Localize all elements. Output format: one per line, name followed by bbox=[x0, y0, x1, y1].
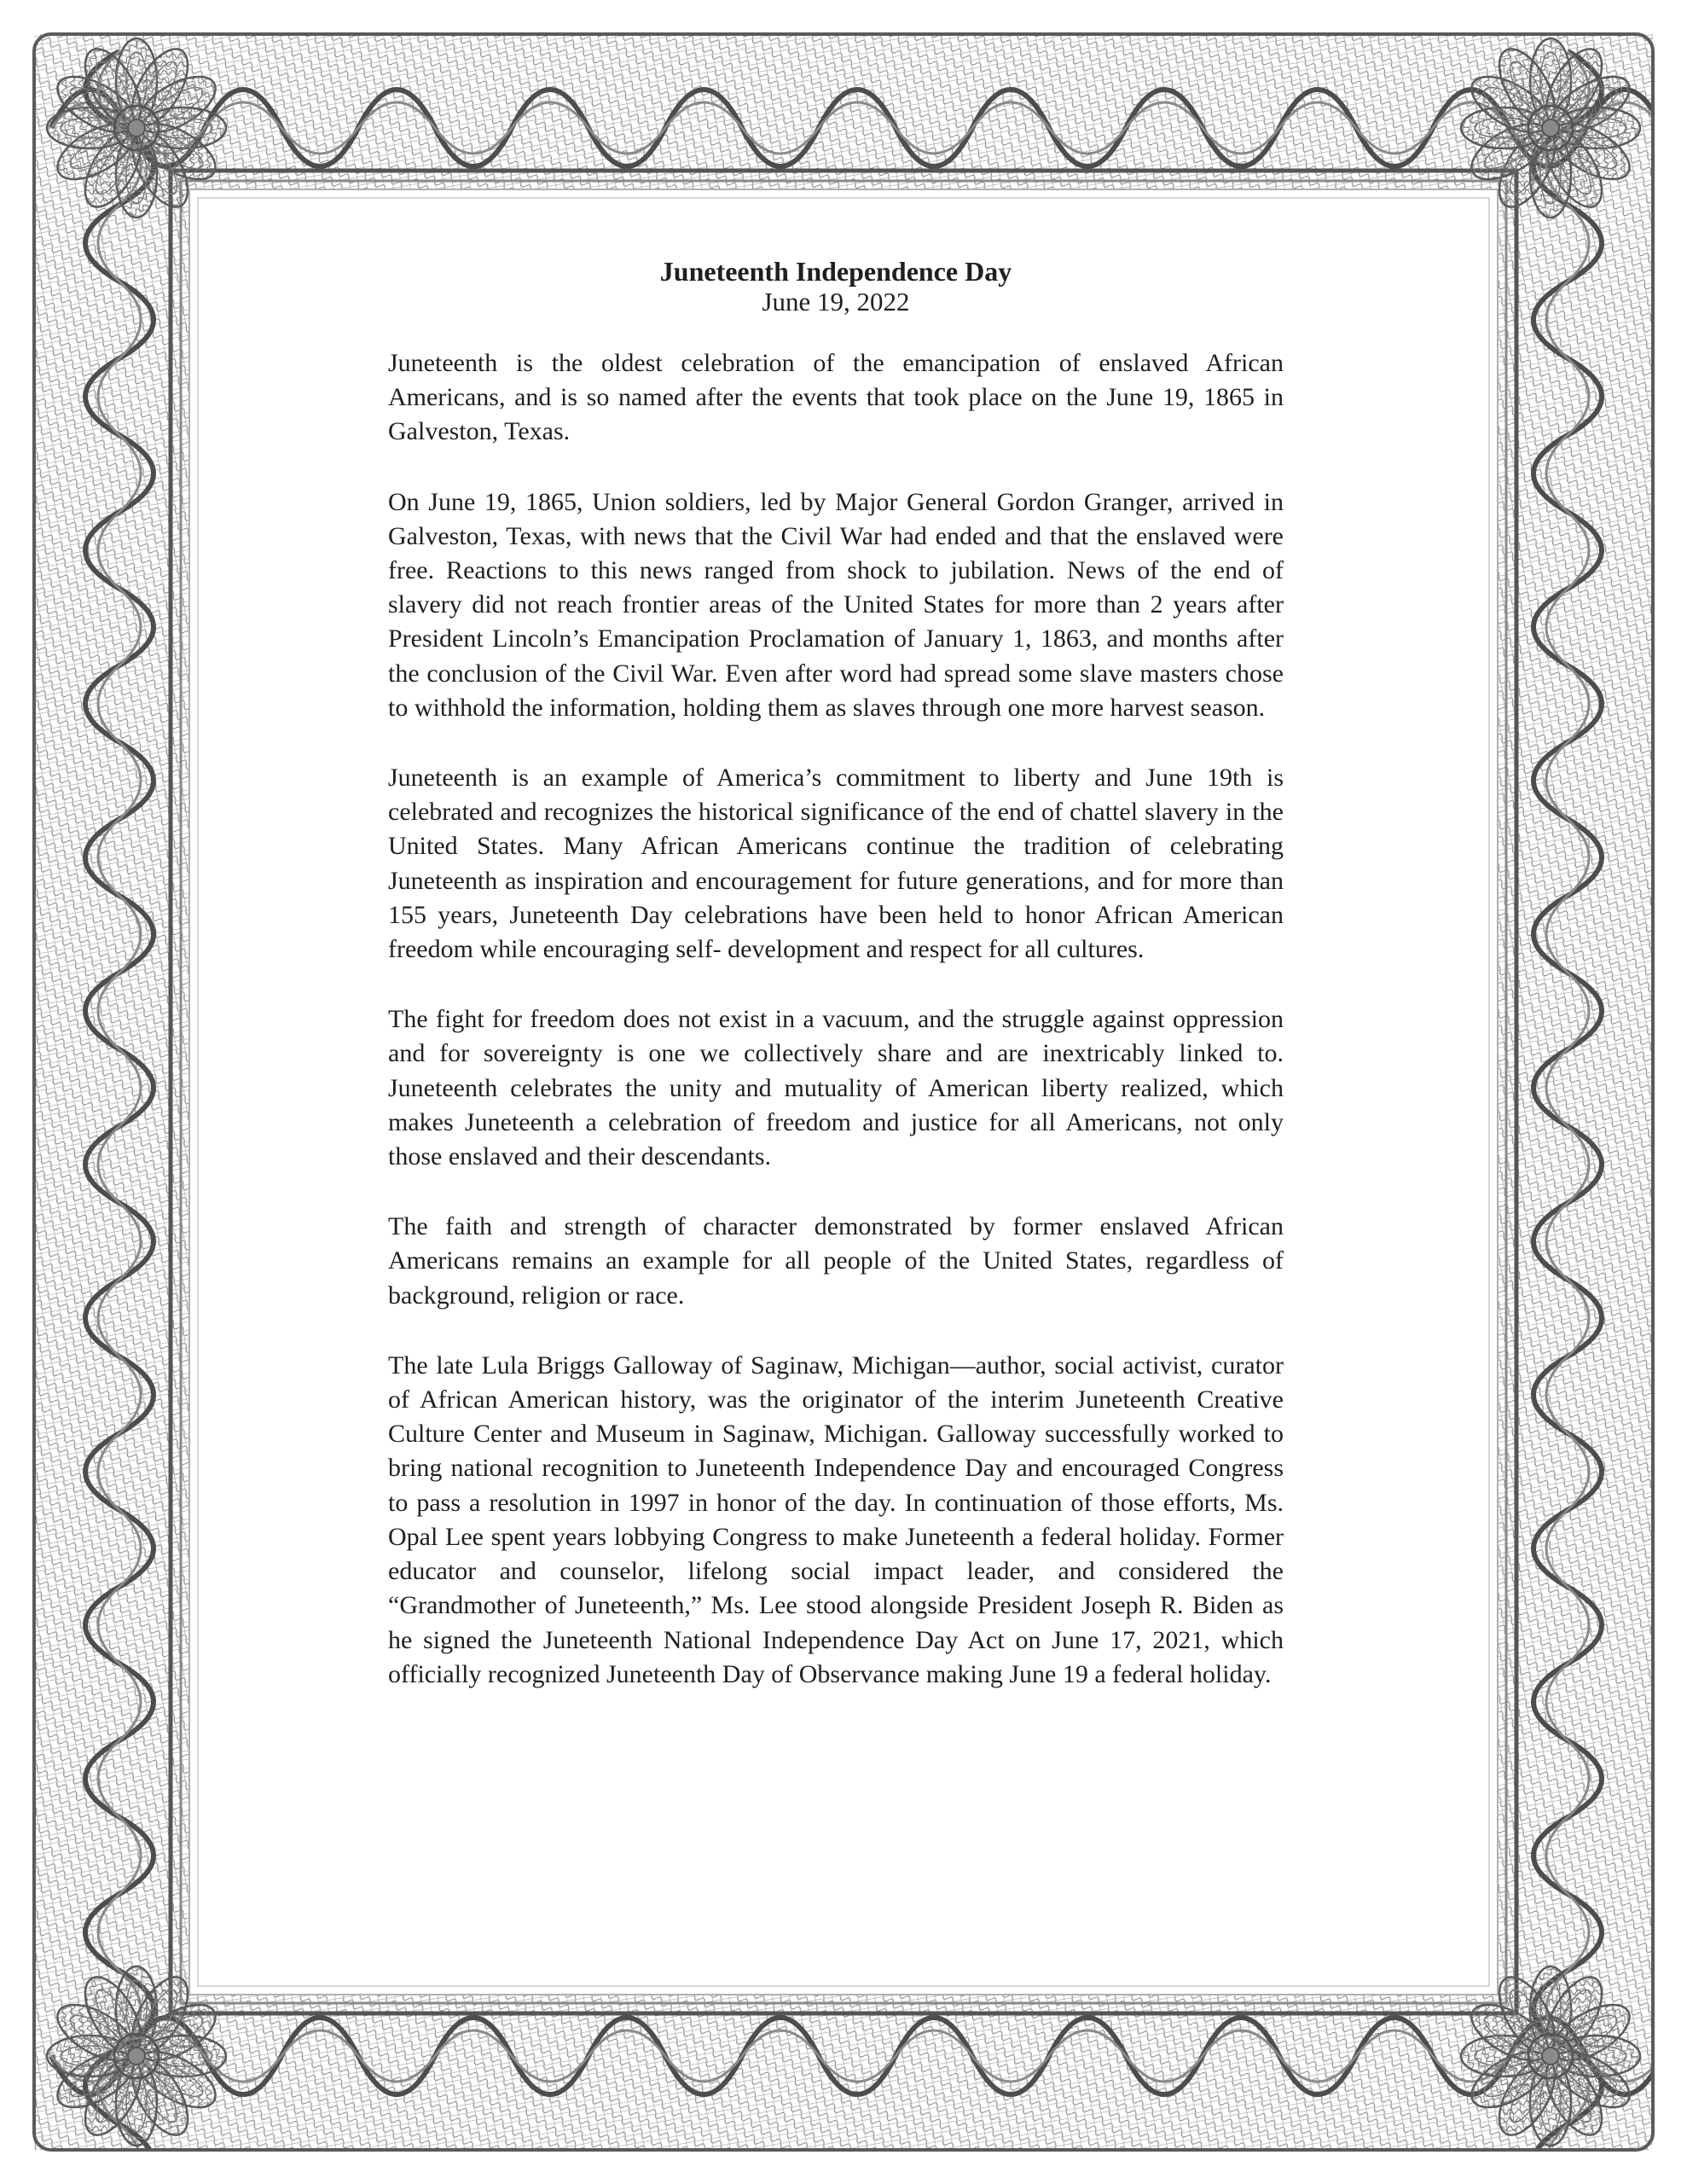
document-title: Juneteenth Independence Day bbox=[659, 256, 1012, 287]
paragraph-6: The late Lula Briggs Galloway of Saginaw, Michigan—author, social activist, curator of African American history, was the originator of the interim Juneteenth Creative Culture Center and Museum in Saginaw, Michigan. Galloway successfully worked to bring national recognition to Juneteenth Independence Day and encouraged Congress to pass a resolution in 1997 in honor of the day. In continuation of those efforts, Ms. Opal Lee spent years lobbying Congress to make Juneteenth a federal holiday. Former educator and counselor, lifelong social impact leader, and considered the “Grandmother of Juneteenth,” Ms. Lee stood alongside President Joseph R. Biden as he signed the Juneteenth National Independence Day Act on June 17, 2021, which officially recognized Juneteenth Day of Observance making June 19 a federal holiday. bbox=[388, 1350, 1284, 1688]
paragraph-5: The faith and strength of character demonstrated by former enslaved African Americans remains an example for all people of the United States, regardless of background, religion or race. bbox=[388, 1212, 1284, 1310]
document-body bbox=[388, 256, 1284, 1692]
document-date: June 19, 2022 bbox=[762, 287, 910, 317]
paragraph-3: Juneteenth is an example of America’s commitment to liberty and June 19th is celebrated and recognizes the historical significance of the end of chattel slavery in the United States. Many African Americans continue the tradition of celebrating Juneteenth as inspiration and encouragement for future generations, and for more than 155 years, Juneteenth Day celebrations have been held to honor African American freedom while encouraging self- development and respect for all cultures. bbox=[388, 764, 1284, 964]
paragraph-2: On June 19, 1865, Union soldiers, led by Major General Gordon Granger, arrived in Galveston, Texas, with news that the Civil War had ended and that the enslaved were free. Reactions to this news ranged from shock to jubilation. News of the end of slavery did not reach frontier areas of the United States for more than 2 years after President Lincoln’s Emancipation Proclamation of January 1, 1863, and months after the conclusion of the Civil War. Even after word had spread some slave masters chose to withhold the information, holding them as slaves through one more harvest season. bbox=[388, 487, 1284, 722]
paragraph-1: Juneteenth is the oldest celebration of the emancipation of enslaved African Americans, and is so named after the events that took place on the June 19, 1865 in Galveston, Texas. bbox=[388, 349, 1284, 446]
paragraph-4: The fight for freedom does not exist in a vacuum, and the struggle against oppression and for sovereignty is one we collectively share and are inextricably linked to. Juneteenth celebrates the unity and mutuality of American liberty realized, which makes Juneteenth a celebration of freedom and justice for all Americans, not only those enslaved and their descendants. bbox=[388, 1005, 1284, 1171]
